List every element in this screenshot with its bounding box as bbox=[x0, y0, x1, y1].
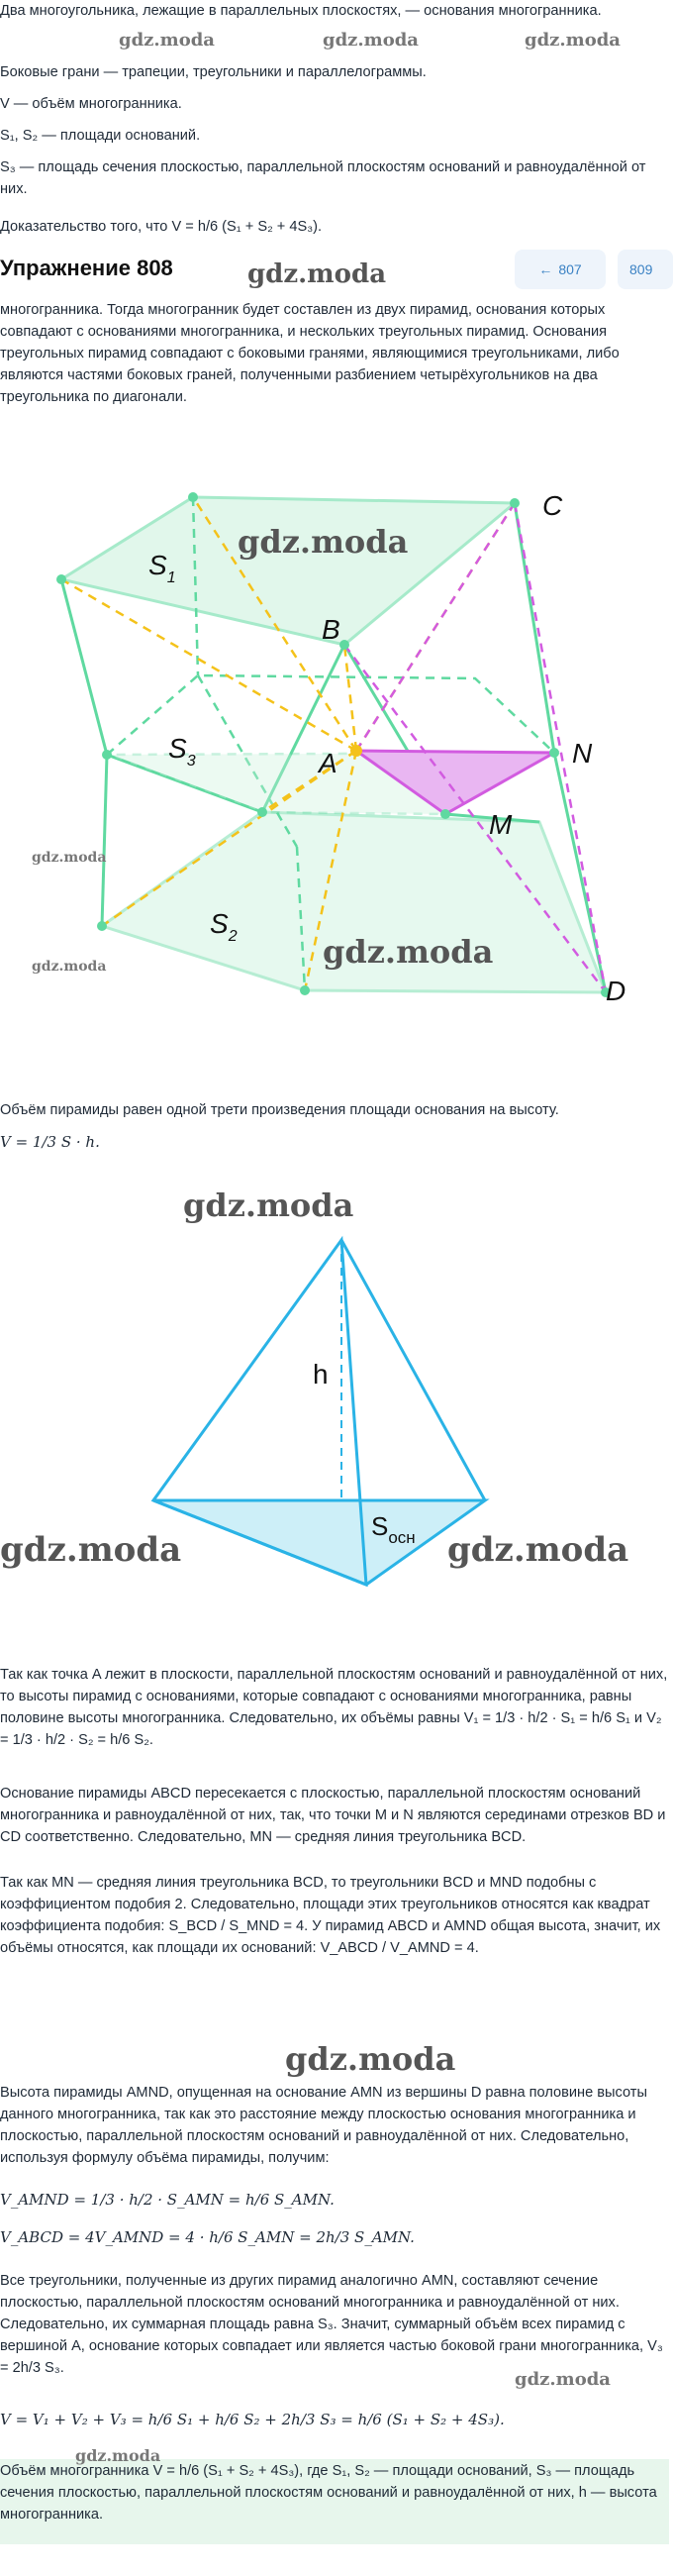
label-b: B bbox=[322, 614, 340, 645]
formula: V_AMND = 1/3 · h/2 · S_AMN = h/6 S_AMN. bbox=[0, 2191, 335, 2209]
label-n: N bbox=[572, 738, 593, 769]
label-s3: S bbox=[168, 733, 187, 764]
paragraph: Все треугольники, полученные из других пирамид аналогично AMN, составляют сечение плоскостью, параллельной плоскостям оснований многогранника и равноудалённой от них. Следовательно, их суммарная площадь равна S₃. Значит, суммарный объём всех пирамид с вершиной A, основание которых совпадает или является частью боковой грани многогранника, V₃ = 2h/3 S₃. bbox=[0, 2273, 663, 2376]
intro-line: Два многоугольника, лежащие в параллельных плоскостях, — основания многогранника. bbox=[0, 3, 602, 19]
intro-line: Боковые грани — трапеции, треугольники и параллелограммы. bbox=[0, 64, 427, 80]
paragraph: Объём пирамиды равен одной трети произведения площади основания на высоту. bbox=[0, 1102, 559, 1118]
intro-line: S₃ — площадь сечения плоскостью, параллельной плоскостям оснований и равноудалённой от них. bbox=[0, 159, 646, 197]
watermark: gdz.moda bbox=[119, 30, 215, 51]
intro-line: V — объём многогранника. bbox=[0, 96, 182, 112]
arrow-left-icon: ← bbox=[538, 261, 553, 277]
label-h: h bbox=[313, 1359, 329, 1390]
watermark: gdz.moda bbox=[247, 259, 387, 289]
formula: V_ABCD = 4V_AMND = 4 · h/6 S_AMN = 2h/3 S_AMN. bbox=[0, 2228, 415, 2246]
paragraph: Основание пирамиды ABCD пересекается с плоскостью, параллельной плоскостям оснований многогранника и равноудалённой от них, так, что точки M и N являются серединами отрезков BD и CD соответственно. Следовательно, MN — средняя линия треугольника BCD. bbox=[0, 1786, 666, 1845]
label-s-base-sub: осн bbox=[388, 1528, 416, 1547]
prev-exercise-button[interactable] bbox=[515, 250, 606, 289]
formula-volume: V = 1/3 S · h. bbox=[0, 1133, 100, 1151]
paragraph: Так как MN — средняя линия треугольника BCD, то треугольники BCD и MND подобны с коэффициентом подобия 2. Следовательно, площади этих треугольников относятся как квадрат коэффициента подобия: S_BCD / S_MND = 4. У пирамид ABCD и AMND общая высота, значит, их объёмы относятся, как площади их оснований: V_ABCD / V_AMND = 4. bbox=[0, 1875, 661, 1956]
watermark: gdz.moda bbox=[515, 2369, 611, 2390]
watermark: gdz.moda bbox=[285, 2040, 456, 2078]
label-m: M bbox=[489, 809, 513, 840]
label-s-base: S bbox=[371, 1511, 389, 1541]
label-d: D bbox=[606, 976, 626, 1006]
label-s2: S bbox=[210, 908, 229, 939]
exercise-title: Упражнение 808 bbox=[0, 256, 173, 280]
watermark: gdz.moda bbox=[75, 2446, 161, 2465]
watermark: gdz.moda bbox=[0, 1530, 182, 1570]
watermark: gdz.moda bbox=[323, 30, 419, 51]
label-s3-sub: 3 bbox=[186, 753, 196, 770]
label-s1: S bbox=[148, 550, 167, 580]
label-s1-sub: 1 bbox=[166, 569, 176, 586]
watermark: gdz.moda bbox=[32, 959, 107, 975]
watermark: gdz.moda bbox=[238, 523, 409, 561]
paragraph: многогранника. Тогда многогранник будет составлен из двух пирамид, основания которых совпадают с основаниями многогранника, и нескольких треугольных пирамид. Основания треугольных пирамид совпадают с боковыми гранями, являющимися треугольниками, либо являются частями боковых граней, полученными разбиением четырёхугольников на два треугольника по диагонали. bbox=[0, 302, 620, 405]
label-s2-sub: 2 bbox=[228, 928, 238, 945]
watermark: gdz.moda bbox=[183, 1186, 354, 1224]
next-exercise-button[interactable] bbox=[618, 250, 673, 289]
prev-exercise-label: 807 bbox=[558, 261, 582, 277]
label-c: C bbox=[542, 490, 563, 521]
watermark: gdz.moda bbox=[447, 1530, 629, 1570]
label-a: A bbox=[319, 748, 337, 778]
formula: V = V₁ + V₂ + V₃ = h/6 S₁ + h/6 S₂ + 2h/3 S₃ = h/6 (S₁ + S₂ + 4S₃). bbox=[0, 2411, 505, 2428]
watermark: gdz.moda bbox=[32, 850, 107, 866]
next-exercise-label: 809 bbox=[629, 261, 653, 277]
paragraph: Высота пирамиды AMND, опущенная на основание AMN из вершины D равна половине высоты данного многогранника, так как это расстояние между плоскостью основания многогранника и плоскостью, параллельной плоскостям оснований и равноудалённой от них. Следовательно, используя формулу объёма пирамиды, получим: bbox=[0, 2085, 647, 2166]
answer: Объём многогранника V = h/6 (S₁ + S₂ + 4S₃), где S₁, S₂ — площади оснований, S₃ — площадь сечения плоскостью, параллельной плоскостям оснований и равноудалённой от них, h — высота многогранника. bbox=[0, 2463, 657, 2523]
watermark: gdz.moda bbox=[525, 30, 621, 51]
watermark: gdz.moda bbox=[323, 933, 494, 971]
intro-line: Доказательство того, что V = h/6 (S₁ + S₂ + 4S₃). bbox=[0, 219, 323, 235]
paragraph: Так как точка A лежит в плоскости, параллельной плоскостям оснований и равноудалённой от них, то высоты пирамид с основаниями, которые совпадают с основаниями многогранника, равны половине высоты многогранника. Следовательно, их объёмы равны V₁ = 1/3 · h/2 · S₁ = h/6 S₁ и V₂ = 1/3 · h/2 · S₂ = h/6 S₂. bbox=[0, 1667, 668, 1748]
intro-line: S₁, S₂ — площади оснований. bbox=[0, 128, 201, 144]
